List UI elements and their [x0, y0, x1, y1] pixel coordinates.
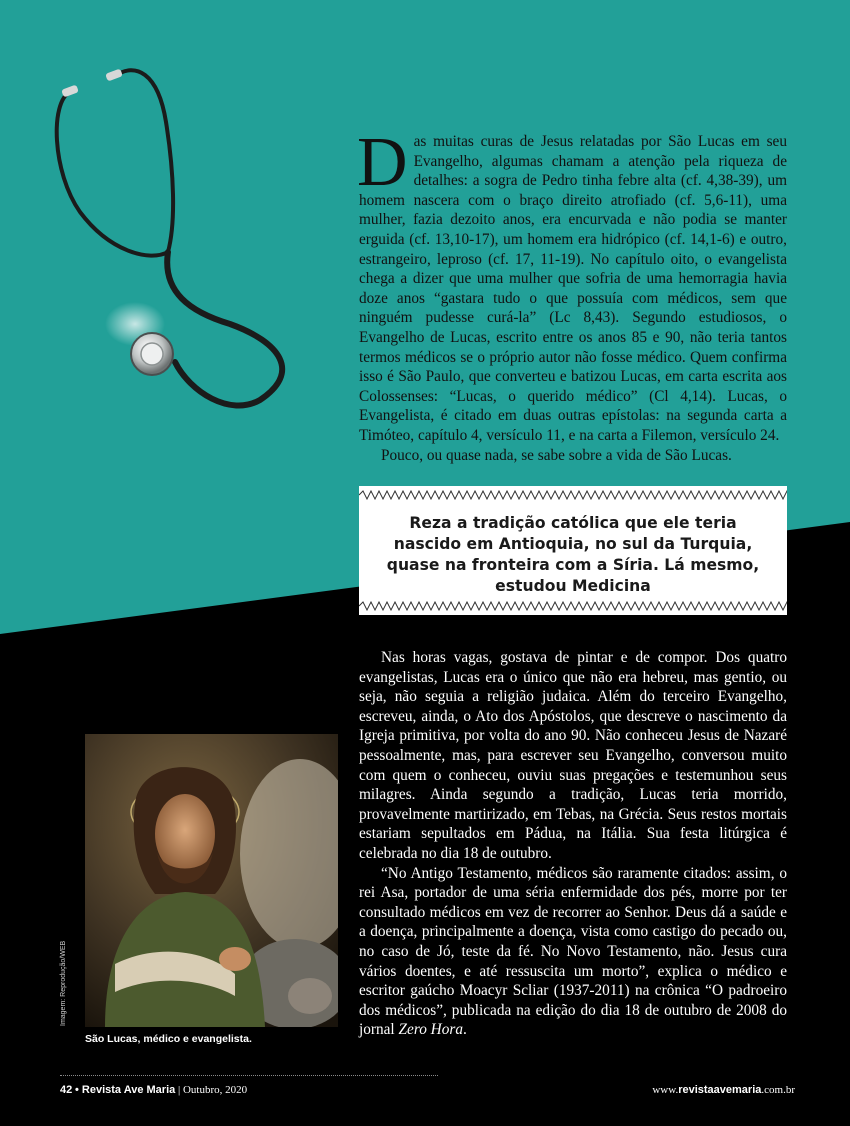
- zigzag-border-bottom: [359, 601, 787, 611]
- magazine-name: • Revista Ave Maria: [75, 1084, 176, 1096]
- drop-cap: D: [357, 124, 408, 201]
- website-name: revistaavemaria: [678, 1084, 762, 1096]
- footer-separator: |: [178, 1084, 181, 1096]
- pull-quote-box: [359, 486, 787, 615]
- footer-divider: [60, 1075, 438, 1076]
- issue-date: Outubro, 2020: [182, 1084, 248, 1096]
- footer-left: [60, 1084, 247, 1096]
- fourth-paragraph-main: “No Antigo Testamento, médicos são raramente citados: assim, o rei Asa, portador de uma séria enfermidade dos pés, morre por ter consultado médicos em vez de recorrer ao Senhor. Deus dá a saúde e a doença, principalmente a doença, vista como castigo do pecado ou, no caso de Jó, teste da fé. No Novo Testamento, não. Jesus cura vários doentes, e até ressuscita um morto”, explica o médico e escritor gaúcho Moacyr Scliar (1937-2011) na crônica “O padroeiro dos médicos”, publicada na edição do dia 18 de outubro de 2008 do jornal: [359, 864, 787, 1039]
- zigzag-border-top: [359, 490, 787, 500]
- intro-paragraph: as muitas curas de Jesus relatadas por São Lucas em seu Evangelho, algumas chamam a atenção pela riqueza de detalhes: a sogra de Pedro tinha febre alta (cf. 4,38-39), um homem nascera com o braço direito atrofiado (cf. 5,6-11), uma mulher, fazia dezoito anos, era encurvada e não podia se manter erguida (cf. 13,10-17), um homem era hidrópico (cf. 14,1-6) e outro, estrangeiro, leproso (cf. 17, 11-19). No capítulo oito, o evangelista chega a dizer que uma mulher que sofria de uma hemorragia havia doze anos “gastara tudo o que possuía com médicos, sem que ninguém pudesse curá-la” (Lc 8,43). Segundo estudiosos, o Evangelho de Lucas, escrito entre os anos 85 e 90, não teria tantos termos médicos se o próprio autor não fosse médico. Quem confirma isso é São Paulo, que converteu e batizou Lucas, em carta escrita aos Colossenses: “Lucas, o querido médico” (Cl 4,14). Lucas, o Evangelista, é citado em duas outras epístolas: na segunda carta a Timóteo, capítulo 4, versículo 11, e na carta a Filemon, versículo 24.: [359, 133, 787, 444]
- page-number: 42: [60, 1084, 73, 1096]
- image-caption: São Lucas, médico e evangelista.: [85, 1033, 252, 1045]
- website-prefix: www.: [652, 1084, 679, 1096]
- article-body: [359, 648, 787, 1040]
- stethoscope-icon: [40, 62, 320, 422]
- image-credit: Imagem: Reprodução/WEB: [60, 940, 67, 1026]
- newspaper-name: Zero Hora: [398, 1021, 463, 1039]
- third-paragraph: Nas horas vagas, gostava de pintar e de compor. Dos quatro evangelistas, Lucas era o único que não era hebreu, mas gentio, ou seja, não seguia a religião judaica. Além do terceiro Evangelho, escreveu, ainda, o Ato dos Apóstolos, que descreve o nascimento da Igreja primitiva, por volta do ano 90. Não conheceu Jesus de Nazaré pessoalmente, mas, para escrever seu Evangelho, conversou muito com quem o conheceu, ouviu suas pregações e testemunhou seus milagres. Ainda segundo a tradição, Lucas teria morrido, provavelmente martirizado, em Tebas, na Grécia. Seus restos mortais estariam sepultados em Pádua, na Itália. Sua festa litúrgica é celebrada no dia 18 de outubro.: [359, 649, 787, 862]
- website-suffix: .com.br: [761, 1084, 795, 1096]
- second-paragraph: Pouco, ou quase nada, se sabe sobre a vida de São Lucas.: [381, 446, 732, 464]
- article-intro: [357, 124, 787, 465]
- saint-luke-painting: [85, 734, 338, 1027]
- pull-quote: Reza a tradição católica que ele teria nascido em Antioquia, no sul da Turquia, quase na fronteira com a Síria. Lá mesmo, estudou Medicina: [386, 514, 760, 595]
- footer-website[interactable]: [652, 1084, 795, 1096]
- fourth-paragraph-end: .: [462, 1021, 467, 1039]
- fourth-paragraph: [359, 864, 787, 1040]
